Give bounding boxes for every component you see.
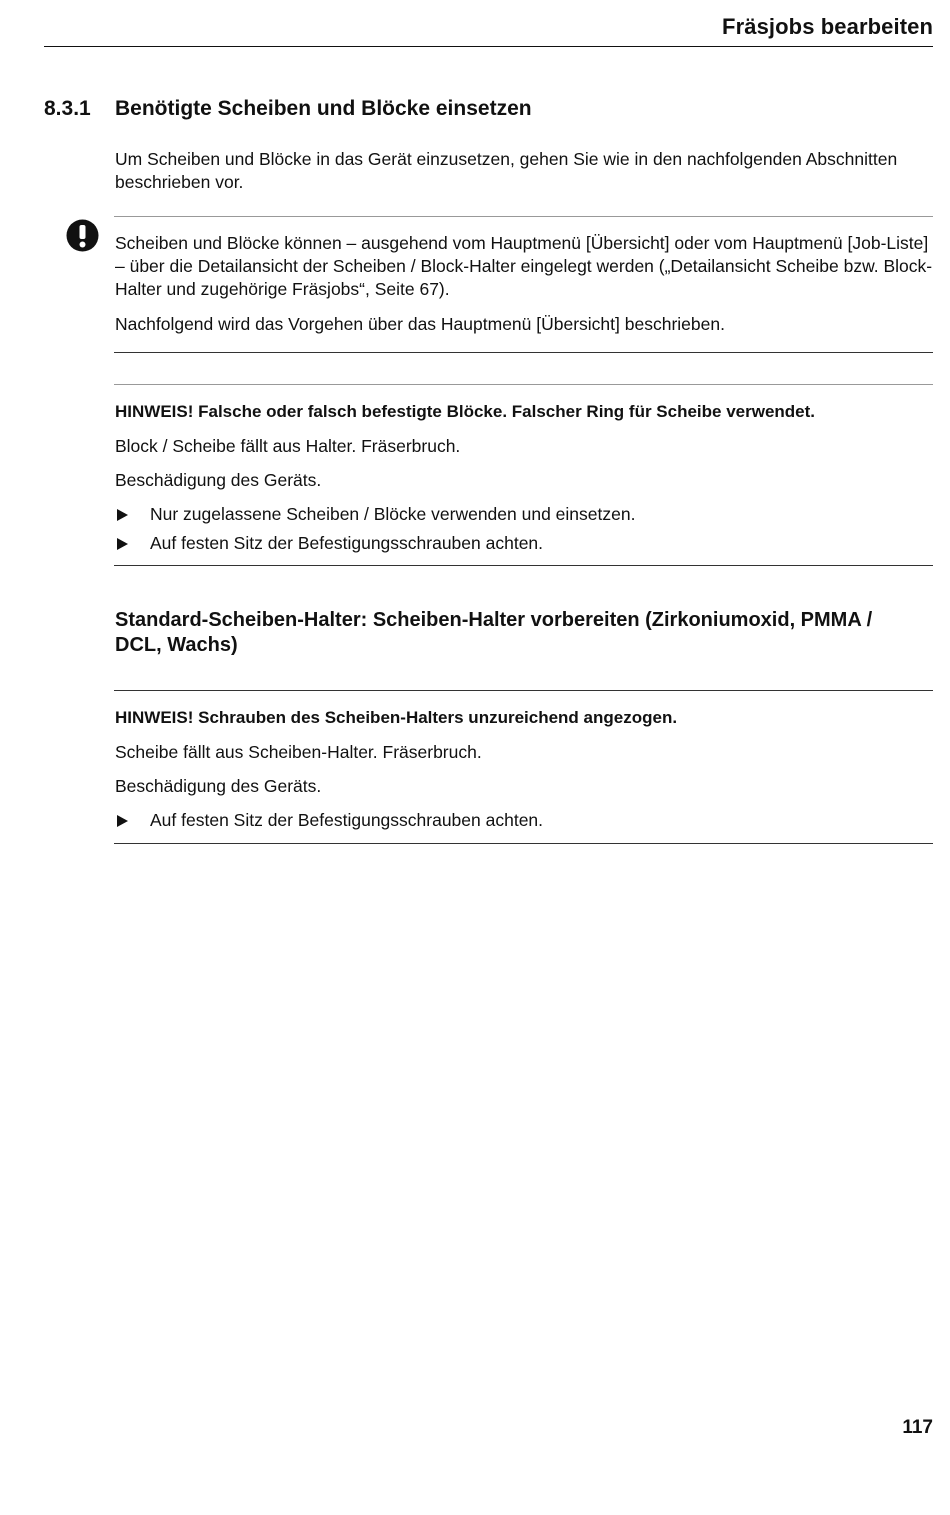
action-text: Auf festen Sitz der Befestigungsschrauben achten.: [150, 810, 544, 830]
subsection-title: Standard-Scheiben-Halter: Scheiben-Halter vorbereiten (Zirkoniumoxid, PMMA / DCL, Wachs): [115, 609, 873, 656]
notice-damage: Beschädigung des Geräts.: [115, 776, 322, 796]
notice-block: [115, 401, 933, 561]
arrow-right-icon: [117, 815, 128, 827]
action-text: Auf festen Sitz der Befestigungsschrauben achten.: [150, 533, 544, 553]
note-paragraph: Scheiben und Blöcke können – ausgehend vom Hauptmenü [Übersicht] oder vom Hauptmenü [Job-Liste] – über die Detailansicht der Scheiben / Block-Halter eingelegt werden („Detailansicht Scheibe bzw. Block-Halter und zugehörige Fräsjobs“, Seite 67).: [115, 233, 933, 299]
notice-top-divider: [114, 384, 933, 385]
section-title: Benötigte Scheiben und Blöcke einsetzen: [115, 97, 532, 120]
section-number: 8.3.1: [44, 97, 91, 120]
notice-title: HINWEIS! Schrauben des Scheiben-Halters unzureichend angezogen.: [115, 708, 678, 727]
header-divider: [44, 46, 933, 47]
arrow-right-icon: [117, 538, 128, 550]
page-number: 117: [902, 1417, 933, 1438]
exclamation-icon: [66, 219, 99, 252]
notice-top-divider: [114, 690, 933, 691]
action-item: [115, 809, 933, 832]
notice-block: [115, 707, 933, 838]
action-item: [115, 532, 933, 555]
notice-damage: Beschädigung des Geräts.: [115, 470, 322, 490]
note-text: [115, 232, 933, 348]
action-text: Nur zugelassene Scheiben / Blöcke verwenden und einsetzen.: [150, 504, 636, 524]
note-paragraph: Nachfolgend wird das Vorgehen über das Hauptmenü [Übersicht] beschrieben.: [115, 314, 725, 334]
notice-bottom-divider: [114, 843, 933, 844]
note-top-divider: [114, 216, 933, 217]
notice-consequence: Block / Scheibe fällt aus Halter. Fräserbruch.: [115, 436, 461, 456]
chapter-title: Fräsjobs bearbeiten: [722, 14, 933, 39]
action-item: [115, 503, 933, 526]
note-bottom-divider: [114, 352, 933, 353]
notice-bottom-divider: [114, 565, 933, 566]
notice-consequence: Scheibe fällt aus Scheiben-Halter. Fräserbruch.: [115, 742, 482, 762]
notice-title: HINWEIS! Falsche oder falsch befestigte Blöcke. Falscher Ring für Scheibe verwendet.: [115, 402, 816, 421]
arrow-right-icon: [117, 509, 128, 521]
section-intro: Um Scheiben und Blöcke in das Gerät einzusetzen, gehen Sie wie in den nachfolgenden Abschnitten beschrieben vor.: [115, 149, 898, 192]
